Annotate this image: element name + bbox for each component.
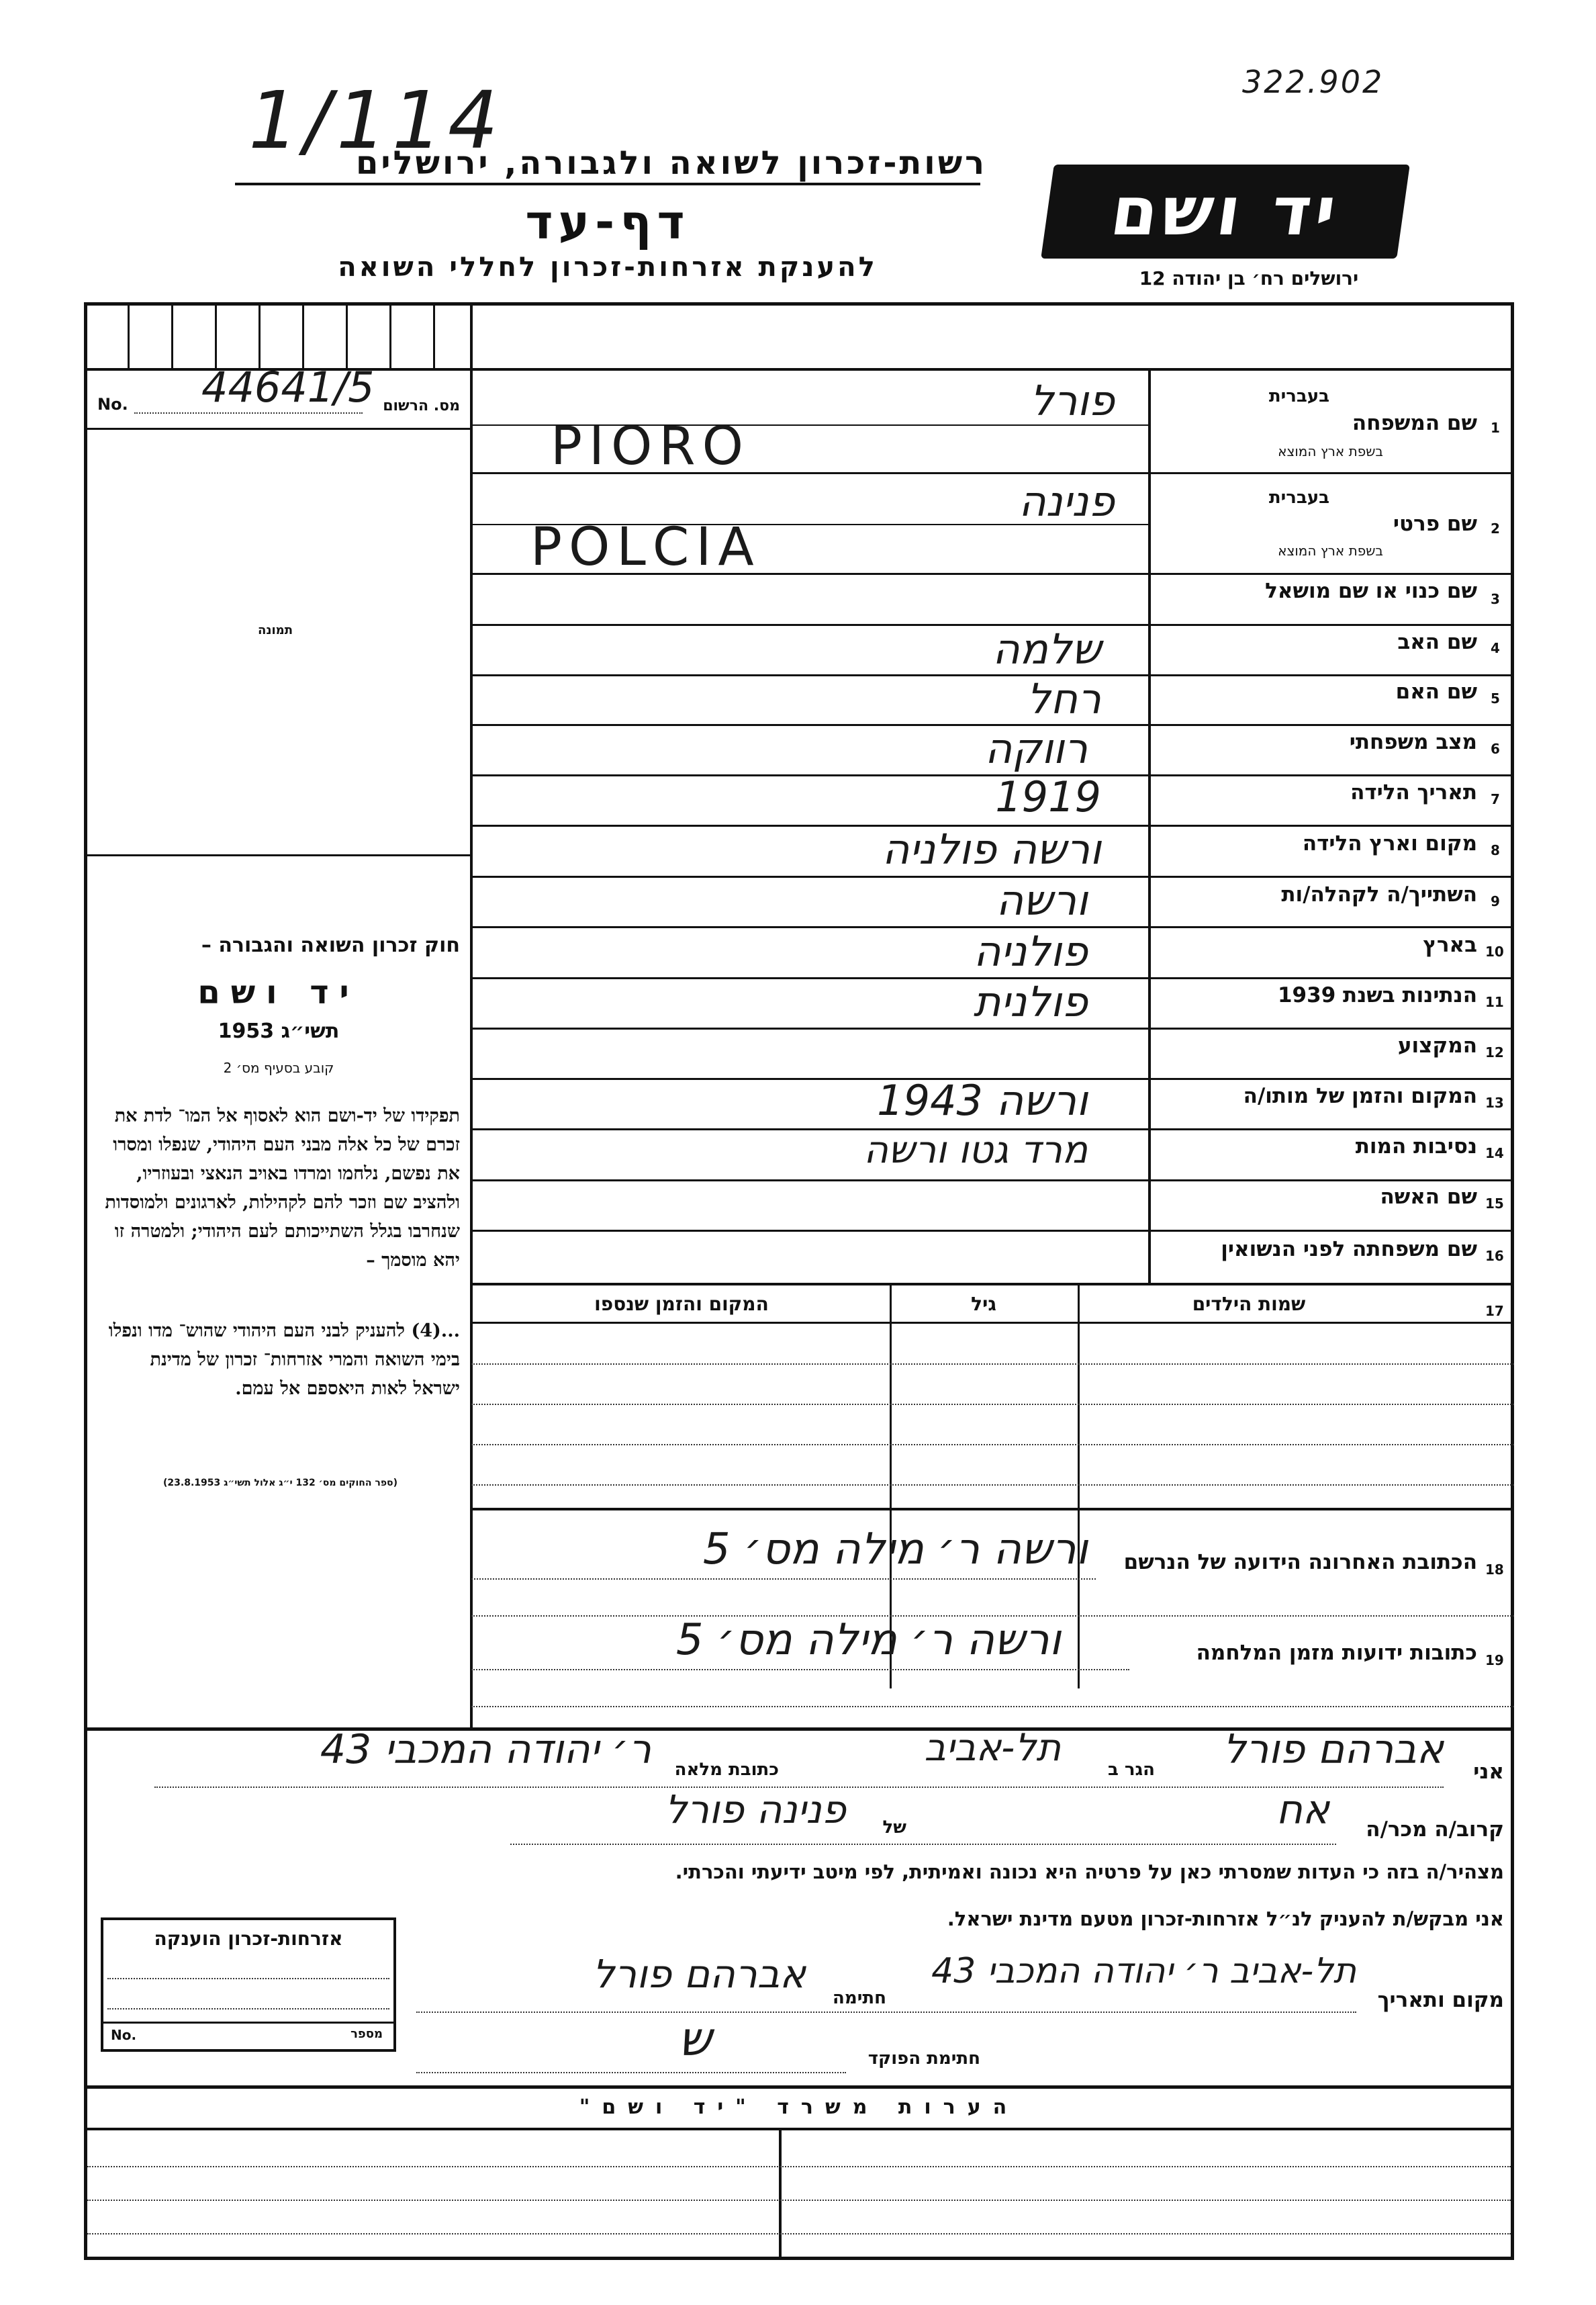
handwritten-header: 1/114 <box>248 74 504 167</box>
field-4-value[interactable]: שלמה <box>992 625 1101 674</box>
place-date-value[interactable]: תל-אביב ר׳ יהודה המכבי 43 <box>931 1951 1356 1991</box>
field-14-num: 14 <box>1485 1145 1504 1161</box>
declarant-city[interactable]: תל-אביב <box>924 1726 1061 1770</box>
field-2-label: שם פרטי <box>1393 512 1477 536</box>
field-7-num: 7 <box>1491 791 1500 807</box>
field-1-label: שם המשפחה <box>1352 411 1477 435</box>
authority-name: רשות-זכרון לשואה ולגבורה, ירושלים <box>355 144 987 182</box>
declarant-name[interactable]: אברהם פורל <box>1223 1726 1444 1773</box>
logo-address: ירושלים רח׳ בן יהודה 12 <box>1139 267 1359 289</box>
address-19-num: 19 <box>1485 1652 1504 1668</box>
declarant-address-label: כתובת מלאה <box>674 1760 779 1780</box>
photo-label: תמונה <box>257 623 293 637</box>
field-15-num: 15 <box>1485 1195 1504 1212</box>
declarant-i-label: אני <box>1473 1760 1504 1784</box>
declaration-text: מצהיר/ה בזה כי העדות שמסרתי כאן על פרטיה היא נכונה ואמיתית, לפי מיטב ידיעתי והכרתי. <box>675 1860 1504 1883</box>
place-date-label: מקום ותאריך <box>1377 1988 1504 2012</box>
address-18-label: הכתובת האחרונה הידועה של הנרשם <box>1123 1550 1477 1574</box>
field-5-label: שם האם <box>1395 680 1477 704</box>
field-3-label: שם כנוי או שם מושאל <box>1265 579 1477 603</box>
field-6-value[interactable]: רווקה <box>984 724 1088 773</box>
law-name: יד ושם <box>197 974 360 1011</box>
field-1-native-value[interactable]: PIORO <box>551 416 751 477</box>
field-12-label: המקצוע <box>1397 1034 1477 1058</box>
field-16-label: שם משפחתה לפני הנשואין <box>1221 1237 1477 1261</box>
address-19-label: כתובות ידועות מזמן המלחמה <box>1196 1641 1477 1665</box>
authority-underline <box>235 183 980 185</box>
office-notes-line[interactable] <box>87 2166 1511 2167</box>
field-13-label: המקום והזמן של מותו/ה <box>1243 1084 1477 1108</box>
field-12-num: 12 <box>1485 1044 1504 1060</box>
children-col-age: גיל <box>971 1293 996 1315</box>
field-7-label: תאריך הלידה <box>1350 780 1477 805</box>
declarant-address[interactable]: ר׳ יהודה המכבי 43 <box>320 1726 651 1773</box>
field-6-label: מצב משפחתי <box>1349 730 1477 754</box>
field-8-num: 8 <box>1491 842 1500 858</box>
field-14-label: נסיבות המות <box>1355 1134 1477 1159</box>
field-8-label: מקום וארץ הלידה <box>1302 831 1477 856</box>
address-19-value[interactable]: ורשה ר׳ מילה מס׳ 5 <box>675 1615 1061 1665</box>
field-14-value[interactable]: מרד גטו ורשה <box>863 1128 1088 1172</box>
field-4-num: 4 <box>1491 640 1500 656</box>
field-9-num: 9 <box>1491 893 1500 909</box>
field-5-num: 5 <box>1491 690 1500 707</box>
logo <box>1041 165 1410 259</box>
field-4-label: שם האב <box>1397 630 1477 654</box>
field-16-num: 16 <box>1485 1248 1504 1264</box>
field-13-value[interactable]: ורשה 1943 <box>877 1076 1088 1125</box>
field-9-label: השתייך/ה לקהלה/ות <box>1281 883 1477 907</box>
field-6-num: 6 <box>1491 741 1500 757</box>
field-1-hebrew-value[interactable]: פורל <box>1030 376 1115 425</box>
no-label: No. <box>97 395 128 414</box>
field-1-native-label: בשפת ארץ המוצא <box>1278 443 1383 459</box>
law-paragraph-2: ...(4) להעניק לבני העם היהודי שהוש־ מדו ונפלו בימי השואה והמרי אזרחות־ זכרון של מדינת ישראל לאות היאספם אל עמם. <box>108 1320 460 1399</box>
declarant-relative-label: קרוב/ה מכר/ה <box>1366 1817 1504 1842</box>
field-15-label: שם האשה <box>1380 1185 1477 1209</box>
law-year: תשי״ג 1953 <box>218 1020 340 1043</box>
address-18-num: 18 <box>1485 1562 1504 1578</box>
declarant-resides-label: הגר ב <box>1107 1760 1155 1780</box>
declarant-relation[interactable]: אח <box>1276 1787 1329 1834</box>
address-18-value[interactable]: ורשה ר׳ מילה מס׳ 5 <box>702 1525 1088 1574</box>
form-title: דף-עד <box>525 195 690 250</box>
signature-value[interactable]: אברהם פורל <box>592 1951 806 1997</box>
field-2-hebrew-value[interactable]: פנינה <box>1019 477 1115 526</box>
field-2-hebrew-label: בעברית <box>1268 488 1329 508</box>
law-paragraph-1: תפקידו של יד-ושם הוא לאסוף אל המו־ לדת את זכרם של כל אלה מבני העם היהודי, שנפלו ומסרו את נפשם, נלחמו ומרדו באויב הנאצי ובעוזריו, ולהציב שם וזכר להם לקהילות, לארגונים ולמוסדות שנחרבו בגלל השתייכותם לעם היהודי; ולמטרה זו יהא מוסמך – <box>105 1105 460 1271</box>
field-2-native-label: בשפת ארץ המוצא <box>1278 543 1383 559</box>
registration-number: 44641/5 <box>201 363 375 412</box>
field-11-label: הנתינות בשנת 1939 <box>1277 983 1477 1007</box>
officer-label: חתימת הפוקד <box>867 2048 980 2069</box>
field-11-value[interactable]: פולנית <box>973 977 1088 1026</box>
declarant-of-label: של <box>882 1817 906 1838</box>
award-box-no-label: No. <box>111 2027 137 2043</box>
field-1-hebrew-label: בעברית <box>1268 386 1329 406</box>
form-subtitle: להענקת אזרחות-זכרון לחללי השואה <box>338 252 878 283</box>
declarant-of-name[interactable]: פנינה פורל <box>665 1787 846 1832</box>
children-col-names: שמות הילדים <box>1192 1293 1306 1315</box>
field-10-value[interactable]: פולניה <box>973 927 1088 976</box>
award-box-title: אזרחות-זכרון הוענקה <box>154 1928 343 1950</box>
office-notes-line[interactable] <box>87 2233 1511 2234</box>
field-8-value[interactable]: ורשה פולניה <box>882 825 1101 874</box>
field-5-value[interactable]: רחל <box>1027 674 1101 723</box>
field-7-value[interactable]: 1919 <box>995 772 1101 821</box>
request-text: אני מבקש/ת להעניק לנ״ל אזרחות-זכרון מטעם מדינת ישראל. <box>947 1907 1504 1930</box>
logo-text: יד ושם <box>1106 172 1345 251</box>
office-notes-line[interactable] <box>87 2200 1511 2201</box>
field-11-num: 11 <box>1485 994 1504 1010</box>
office-notes-title: הערות משרד "יד ושם" <box>579 2095 1019 2119</box>
law-source: (ספר החוקים מס׳ 132 י״ג אלול תשי״ג 23.8.1953) <box>163 1478 397 1488</box>
award-box-number-label: מספר <box>350 2027 383 2041</box>
children-col-place: המקום והזמן שנספו <box>594 1293 769 1315</box>
field-3-num: 3 <box>1491 591 1500 607</box>
field-9-value[interactable]: ורשה <box>996 876 1088 925</box>
signature-label: חתימה <box>833 1988 886 2008</box>
law-clause: קובע בסעיף מס׳ 2 <box>223 1060 334 1076</box>
field-10-label: בארץ <box>1423 933 1477 957</box>
field-1-num: 1 <box>1491 420 1500 436</box>
field-2-num: 2 <box>1491 521 1500 537</box>
law-title: חוק זכרון השואה והגבורה – <box>201 934 460 957</box>
children-num: 17 <box>1485 1303 1504 1319</box>
field-13-num: 13 <box>1485 1095 1504 1111</box>
registration-label: מס. הרשום <box>383 398 460 414</box>
field-10-num: 10 <box>1485 944 1504 960</box>
officer-signature[interactable]: ש <box>678 2012 712 2067</box>
field-2-native-value[interactable]: POLCIA <box>530 517 761 578</box>
archive-number: 322.902 <box>1242 64 1384 100</box>
